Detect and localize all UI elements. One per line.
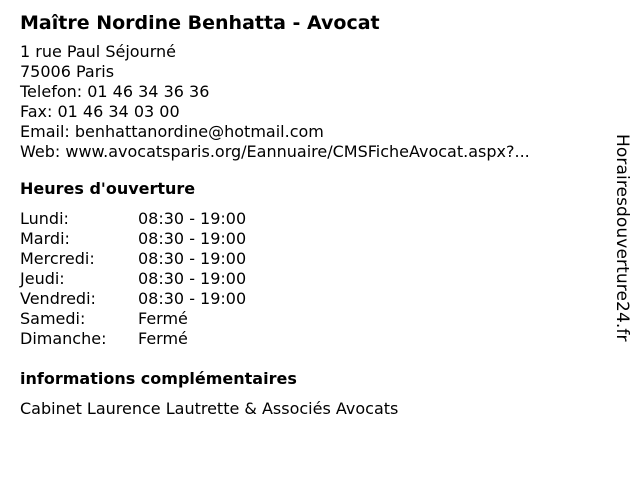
- hours-row-monday: [20, 209, 610, 229]
- opening-hours-heading: Heures d'ouverture: [20, 179, 196, 198]
- hours-row-sunday: [20, 329, 610, 349]
- additional-info-heading: informations complémentaires: [20, 369, 297, 388]
- website-link: Web: www.avocatsparis.org/Eannuaire/CMSFicheAvocat.aspx?...: [20, 142, 530, 161]
- hours-time-value: Fermé: [138, 309, 188, 328]
- hours-row-wednesday: [20, 249, 610, 269]
- hours-row-thursday: [20, 269, 610, 289]
- email-address: Email: benhattanordine@hotmail.com: [20, 122, 324, 141]
- hours-time-value: 08:30 - 19:00: [138, 209, 247, 228]
- address-street: 1 rue Paul Séjourné: [20, 42, 176, 61]
- hours-day-label: Lundi:: [20, 209, 69, 228]
- fax-number: Fax: 01 46 34 03 00: [20, 102, 180, 121]
- site-watermark: Horairesdouverture24.fr: [612, 134, 632, 342]
- hours-time-value: Fermé: [138, 329, 188, 348]
- hours-time-value: 08:30 - 19:00: [138, 289, 247, 308]
- hours-day-label: Dimanche:: [20, 329, 107, 348]
- phone-number: Telefon: 01 46 34 36 36: [20, 82, 210, 101]
- opening-hours-table: [20, 209, 610, 349]
- hours-row-saturday: [20, 309, 610, 329]
- hours-day-label: Jeudi:: [20, 269, 65, 288]
- additional-info-text: Cabinet Laurence Lautrette & Associés Avocats: [20, 399, 399, 418]
- hours-day-label: Mardi:: [20, 229, 70, 248]
- hours-time-value: 08:30 - 19:00: [138, 249, 247, 268]
- hours-time-value: 08:30 - 19:00: [138, 229, 247, 248]
- hours-day-label: Mercredi:: [20, 249, 95, 268]
- hours-row-friday: [20, 289, 610, 309]
- address-city: 75006 Paris: [20, 62, 115, 81]
- page-title: Maître Nordine Benhatta - Avocat: [20, 12, 380, 34]
- hours-row-tuesday: [20, 229, 610, 249]
- hours-day-label: Vendredi:: [20, 289, 96, 308]
- hours-day-label: Samedi:: [20, 309, 86, 328]
- listing-card: [20, 10, 610, 419]
- hours-time-value: 08:30 - 19:00: [138, 269, 247, 288]
